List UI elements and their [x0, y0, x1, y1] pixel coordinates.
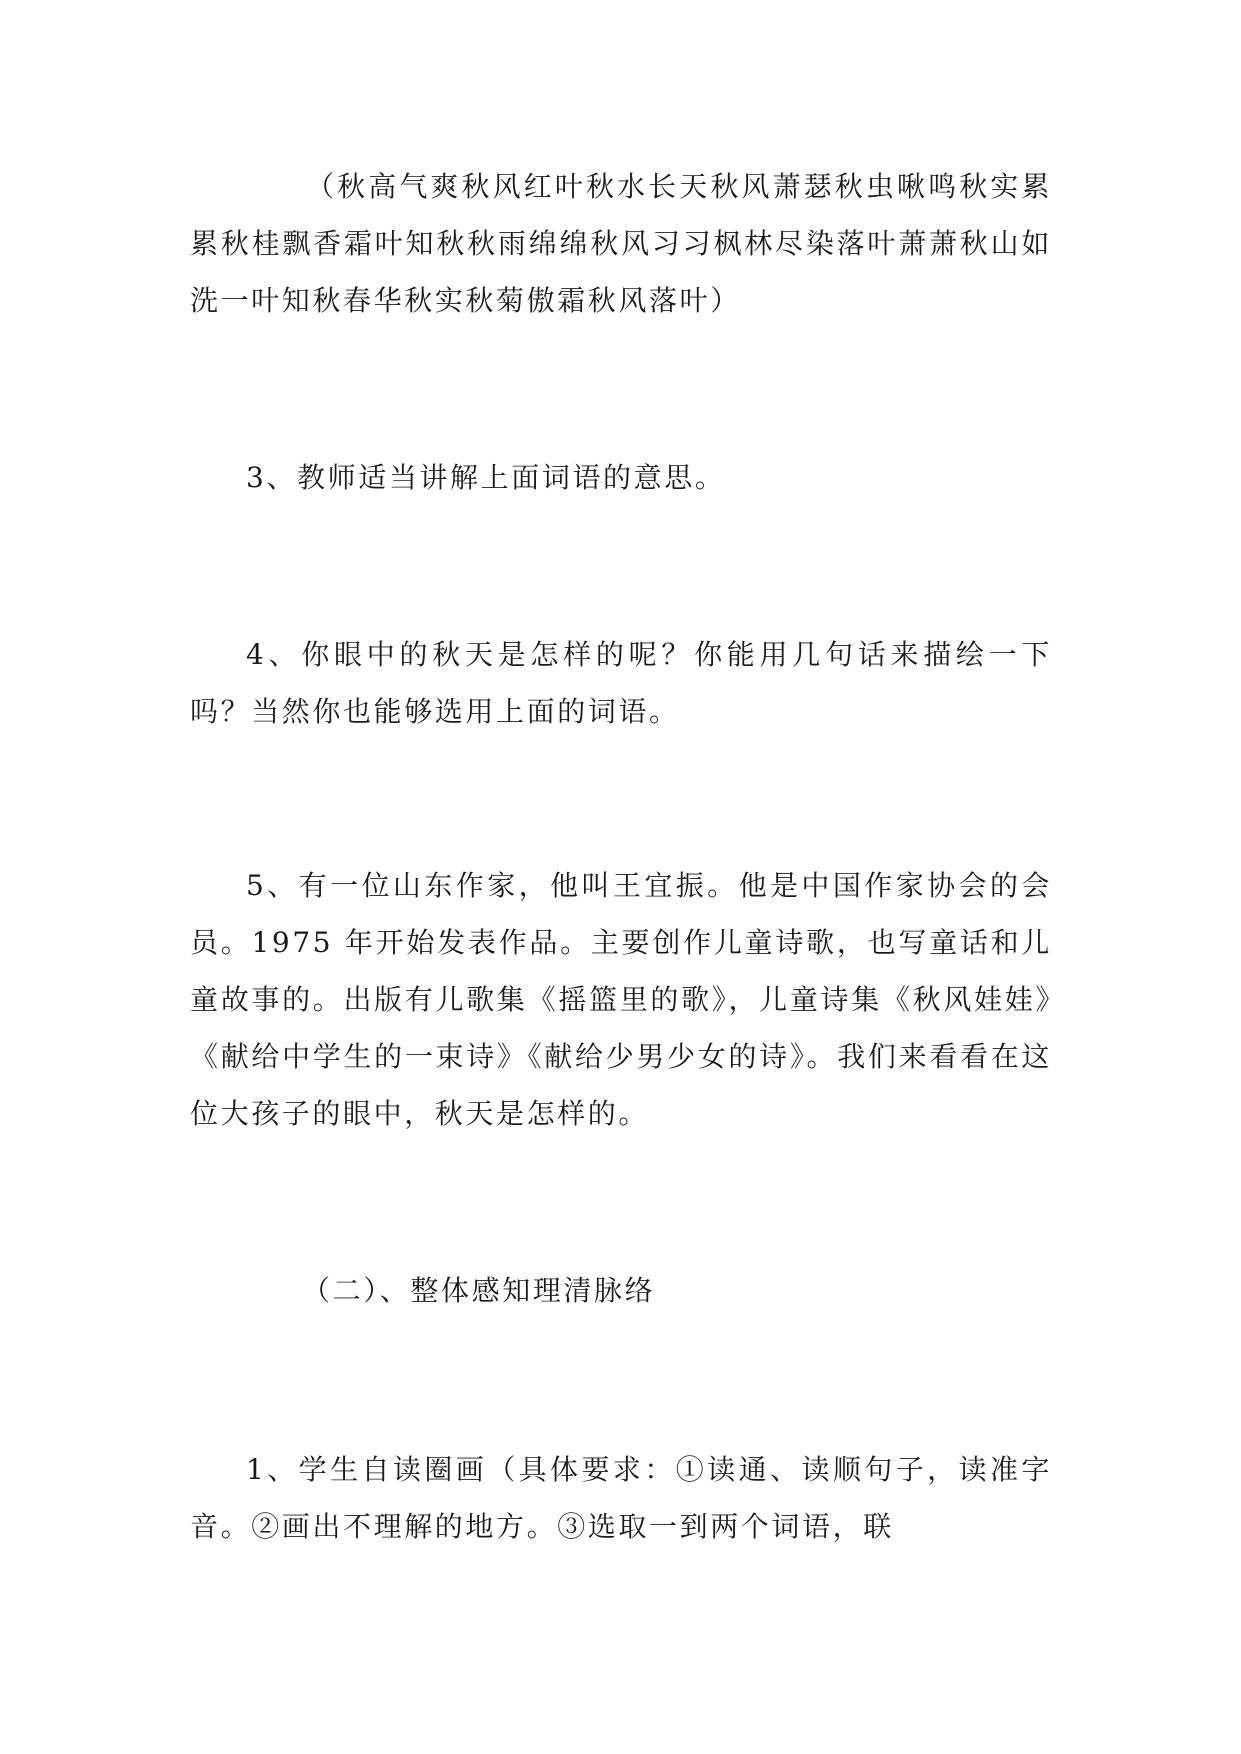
step-3-paragraph: 3、教师适当讲解上面词语的意思。 — [246, 461, 726, 494]
step-4-paragraph: 4、你眼中的秋天是怎样的呢？你能用几句话来描绘一下吗？当然你也能够选用上面的词语。 — [190, 638, 1052, 728]
section-heading: （二）、整体感知理清脉络 — [302, 1274, 656, 1307]
step-5-paragraph: 5、有一位山东作家，他叫王宜振。他是中国作家协会的会员。1975 年开始发表作品。主要创作儿童诗歌，也写童话和儿童故事的。出版有儿歌集《摇篮里的歌》，儿童诗集《秋风娃娃》《献给中学生的一束诗》《献给少男少女的诗》。我们来看看在这位大孩子的眼中，秋天是怎样的。 — [190, 869, 1052, 1130]
step-1-paragraph: 1、学生自读圈画（具体要求：①读通、读顺句子，读准字音。②画出不理解的地方。③选取一到两个词语，联 — [190, 1453, 1052, 1543]
autumn-words-paragraph: （秋高气爽秋风红叶秋水长天秋风萧瑟秋虫啾鸣秋实累累秋桂飘香霜叶知秋秋雨绵绵秋风习习枫林尽染落叶萧萧秋山如洗一叶知秋春华秋实秋菊傲霜秋风落叶） — [190, 170, 1052, 317]
